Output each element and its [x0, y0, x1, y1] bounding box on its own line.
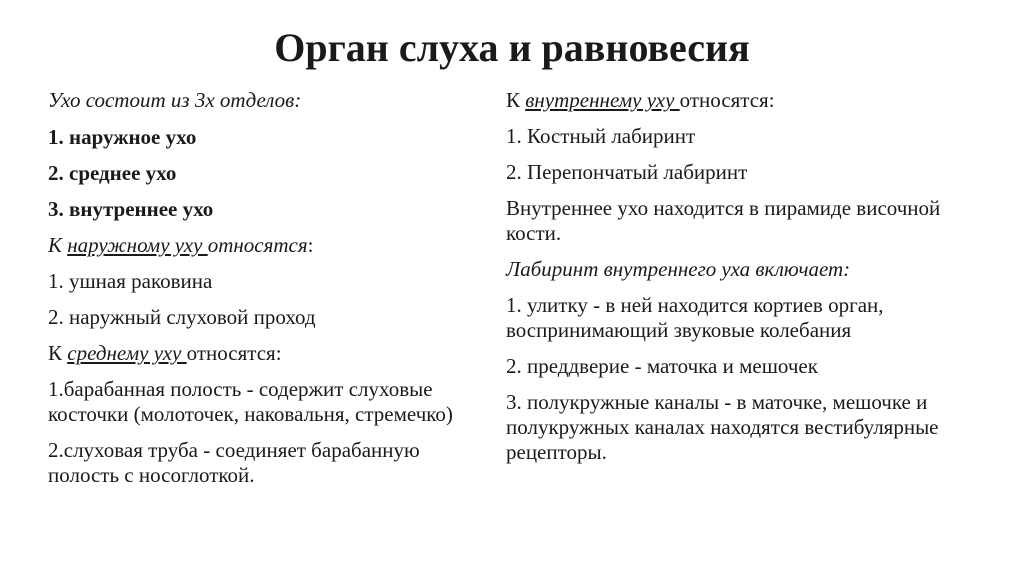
outer-ear-suffix: относятся: [207, 233, 308, 257]
middle-ear-suffix: относятся:: [186, 341, 282, 365]
labyrinth-item-1: 1. улитку - в ней находится кортиев орган, воспринимающий звуковые колебания: [506, 293, 884, 342]
right-column: [506, 88, 986, 476]
slide-title: Орган слуха и равновесия: [274, 25, 750, 70]
inner-ear-heading: [506, 88, 986, 113]
ear-part-1: 1. наружное ухо: [48, 125, 197, 149]
outer-ear-link: наружному уху: [67, 233, 208, 257]
inner-ear-suffix: относятся:: [679, 88, 775, 112]
middle-ear-link: среднему уху: [67, 341, 187, 365]
outer-ear-colon: :: [307, 233, 314, 257]
inner-ear-location: Внутреннее ухо находится в пирамиде височной кости.: [506, 196, 941, 245]
inner-ear-link: внутреннему уху: [525, 88, 680, 112]
outer-ear-prefix: К: [48, 233, 68, 257]
ear-part-3: 3. внутреннее ухо: [48, 197, 214, 221]
middle-ear-prefix: К: [48, 341, 68, 365]
outer-ear-item-1: 1. ушная раковина: [48, 269, 213, 293]
labyrinth-item-2: 2. преддверие - маточка и мешочек: [506, 354, 818, 378]
middle-ear-item-1: 1.барабанная полость - содержит слуховые косточки (молоточек, наковальня, стремечко): [48, 377, 453, 426]
outer-ear-item-2: 2. наружный слуховой проход: [48, 305, 316, 329]
inner-ear-item-1: 1. Костный лабиринт: [506, 124, 696, 148]
intro-text: Ухо состоит из 3х отделов:: [48, 88, 302, 112]
labyrinth-heading: Лабиринт внутреннего уха включает:: [506, 257, 851, 281]
left-column: [48, 88, 488, 499]
inner-ear-item-2: 2. Перепончатый лабиринт: [506, 160, 748, 184]
middle-ear-item-2: 2.слуховая труба - соединяет барабанную полость с носоглоткой.: [48, 438, 420, 487]
inner-ear-prefix: К: [506, 88, 526, 112]
middle-ear-heading: [48, 341, 488, 366]
ear-part-2: 2. среднее ухо: [48, 161, 177, 185]
outer-ear-heading: [48, 233, 488, 258]
labyrinth-item-3: 3. полукружные каналы - в маточке, мешочке и полукружных каналах находятся вестибулярные рецепторы.: [506, 390, 939, 464]
